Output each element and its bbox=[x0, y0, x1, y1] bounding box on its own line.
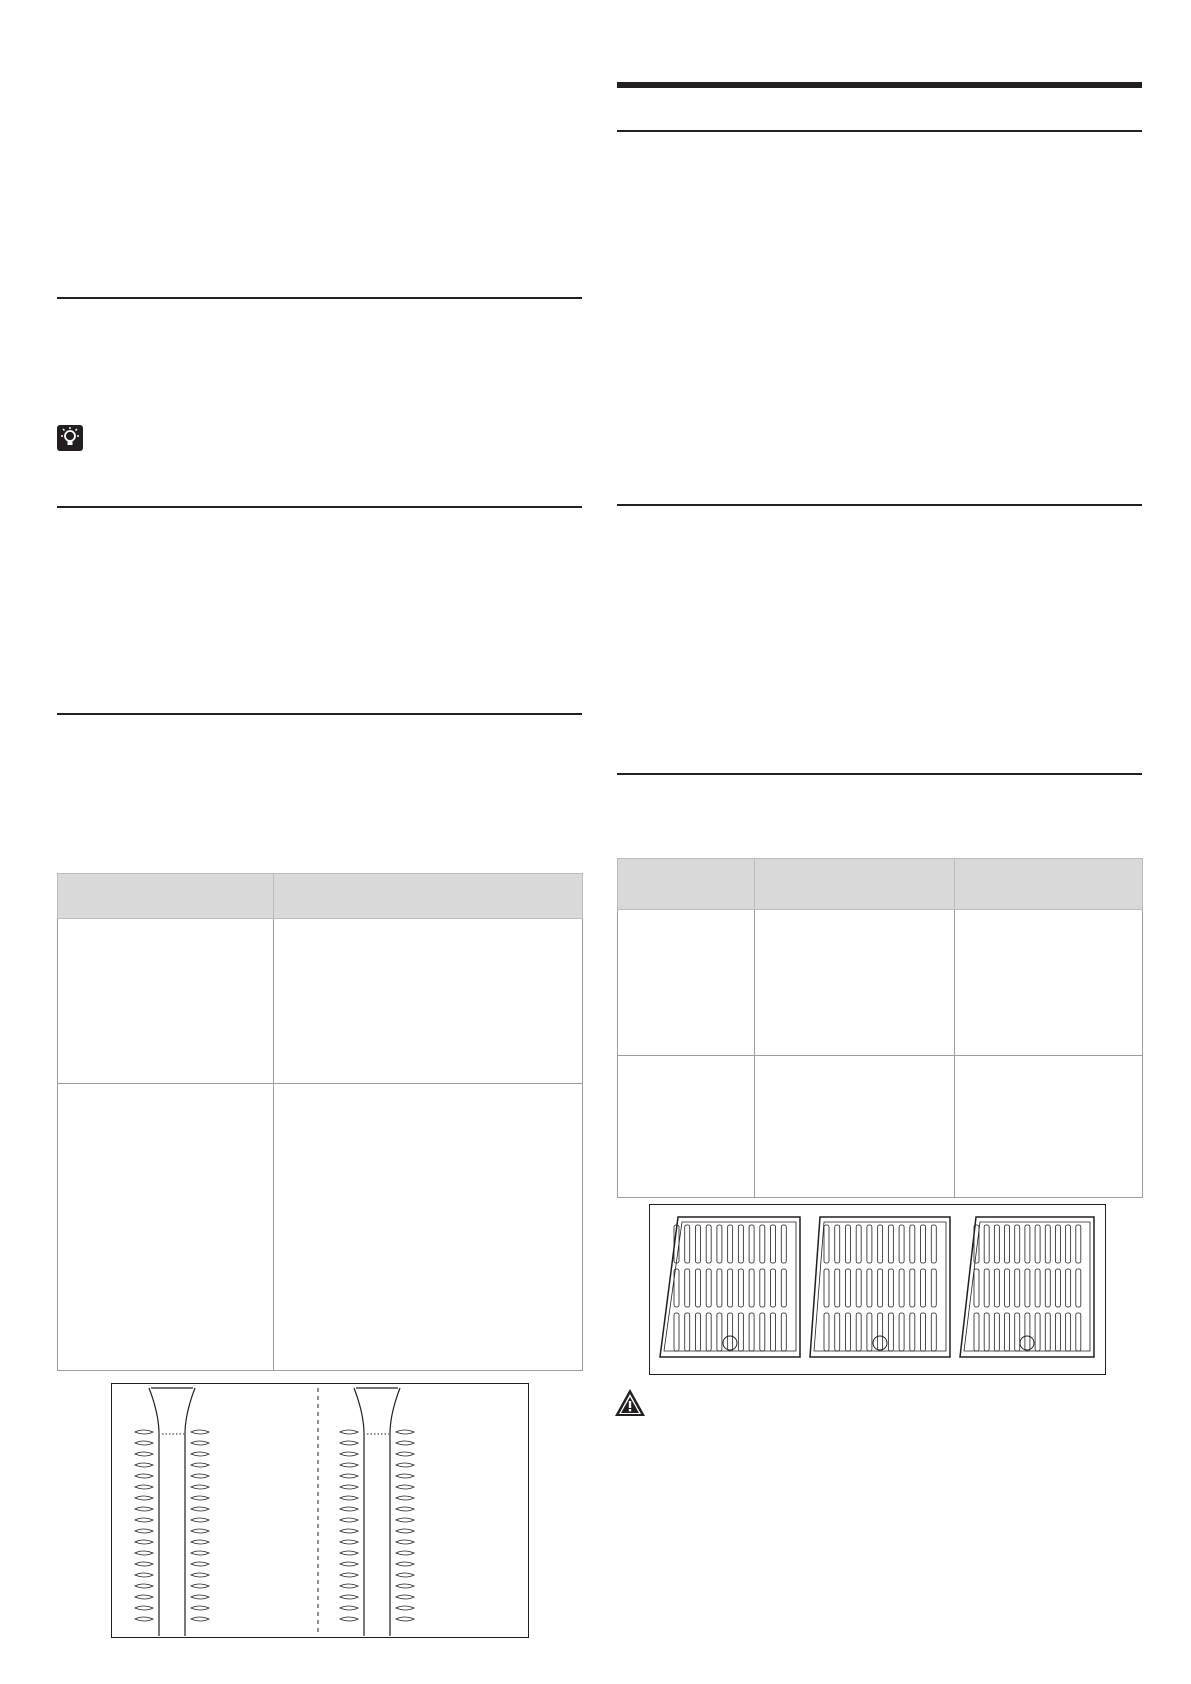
section-divider bbox=[57, 506, 582, 508]
section-divider bbox=[617, 82, 1142, 88]
table-header bbox=[274, 874, 583, 919]
table-cell bbox=[274, 1084, 583, 1371]
table-cell bbox=[618, 1056, 755, 1198]
cooking-grates-illustration bbox=[649, 1204, 1106, 1375]
section-divider bbox=[57, 297, 582, 299]
warning-triangle-icon bbox=[614, 1388, 646, 1422]
table-header bbox=[58, 874, 274, 919]
table-cell bbox=[58, 919, 274, 1084]
table-cell bbox=[755, 910, 955, 1056]
lightbulb-icon bbox=[57, 425, 83, 456]
table-row bbox=[58, 919, 583, 1084]
table-cell bbox=[274, 919, 583, 1084]
table-header bbox=[955, 859, 1143, 910]
table-cell bbox=[955, 1056, 1143, 1198]
table-row bbox=[58, 1084, 583, 1371]
left-table bbox=[57, 873, 583, 1371]
table-row bbox=[618, 1056, 1143, 1198]
table-cell bbox=[755, 1056, 955, 1198]
section-divider bbox=[617, 773, 1142, 775]
section-divider bbox=[57, 713, 582, 715]
section-divider bbox=[617, 504, 1142, 506]
table-cell bbox=[618, 910, 755, 1056]
table-header bbox=[755, 859, 955, 910]
table-cell bbox=[955, 910, 1143, 1056]
table-row bbox=[618, 910, 1143, 1056]
right-table bbox=[617, 858, 1143, 1198]
table-cell bbox=[58, 1084, 274, 1371]
burner-illustration bbox=[111, 1383, 529, 1638]
section-divider bbox=[617, 130, 1142, 132]
table-header bbox=[618, 859, 755, 910]
